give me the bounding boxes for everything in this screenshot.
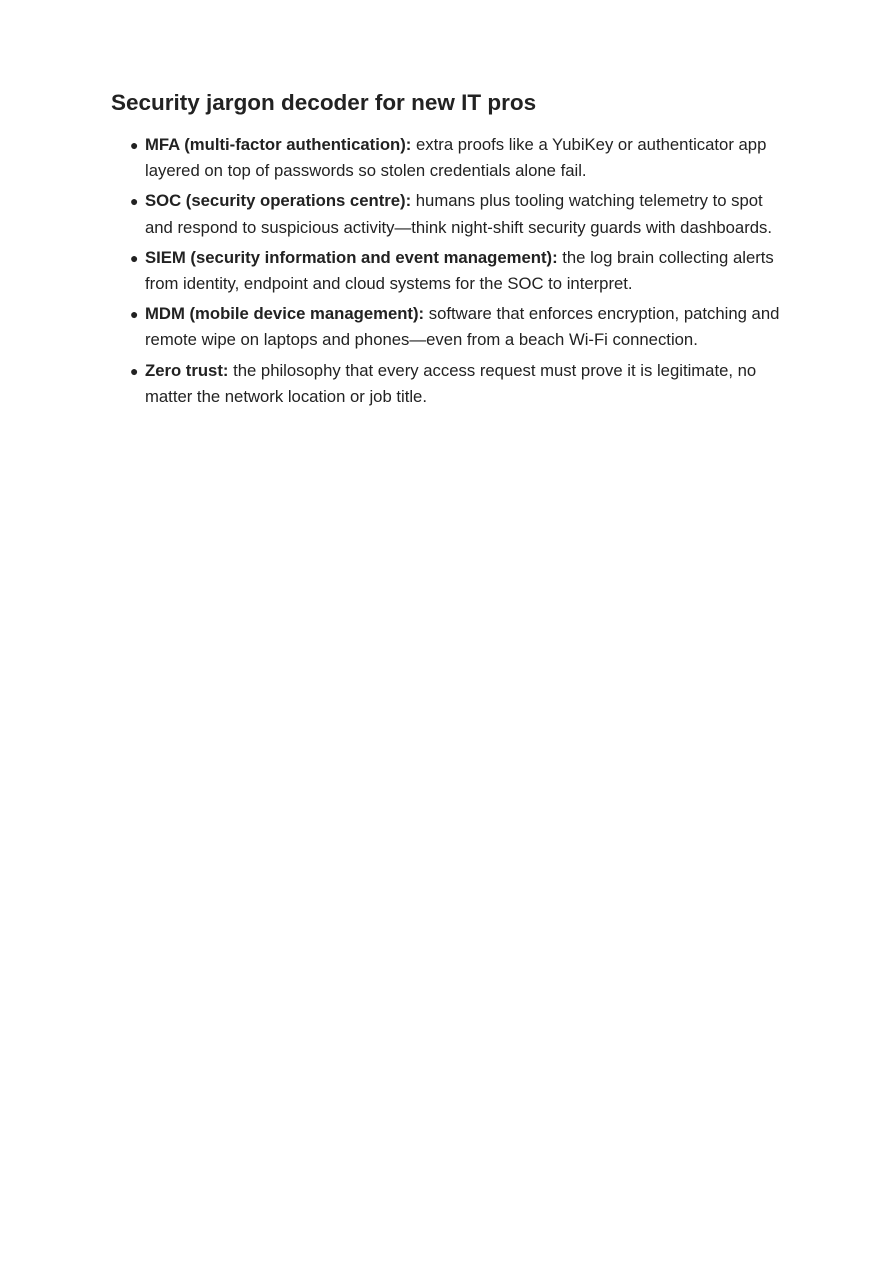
term-definition: the log brain collecting alerts from identity, endpoint and cloud systems for the SOC to interpret.	[145, 247, 774, 294]
list-item	[130, 301, 791, 353]
term-label: SOC (security operations centre):	[145, 191, 412, 211]
glossary-list	[111, 132, 791, 410]
bullet-icon: ●	[130, 249, 139, 266]
list-item	[130, 245, 791, 297]
page-title: Security jargon decoder for new IT pros	[111, 90, 537, 115]
term-definition: humans plus tooling watching telemetry to spot and respond to suspicious activity—think night-shift security guards with dashboards.	[145, 191, 773, 237]
term-label: Zero trust:	[145, 360, 229, 380]
list-item	[130, 358, 791, 410]
term-definition: software that enforces encryption, patching and remote wipe on laptops and phones—even from a beach Wi-Fi connection.	[145, 304, 780, 350]
term-label: MFA (multi-factor authentication):	[145, 135, 412, 154]
bullet-icon: ●	[130, 362, 139, 379]
document-body	[111, 88, 791, 414]
bullet-icon: ●	[130, 193, 139, 210]
term-definition: extra proofs like a YubiKey or authenticator app layered on top of passwords so stolen credentials alone fail.	[145, 135, 767, 181]
bullet-icon: ●	[130, 137, 139, 153]
term-label: MDM (mobile device management):	[145, 304, 425, 324]
term-label: SIEM (security information and event management):	[145, 247, 558, 267]
term-definition: the philosophy that every access request must prove it is legitimate, no matter the network location or job title.	[145, 360, 757, 406]
list-item	[130, 132, 791, 184]
bullet-icon: ●	[130, 306, 139, 323]
list-item	[130, 188, 791, 240]
